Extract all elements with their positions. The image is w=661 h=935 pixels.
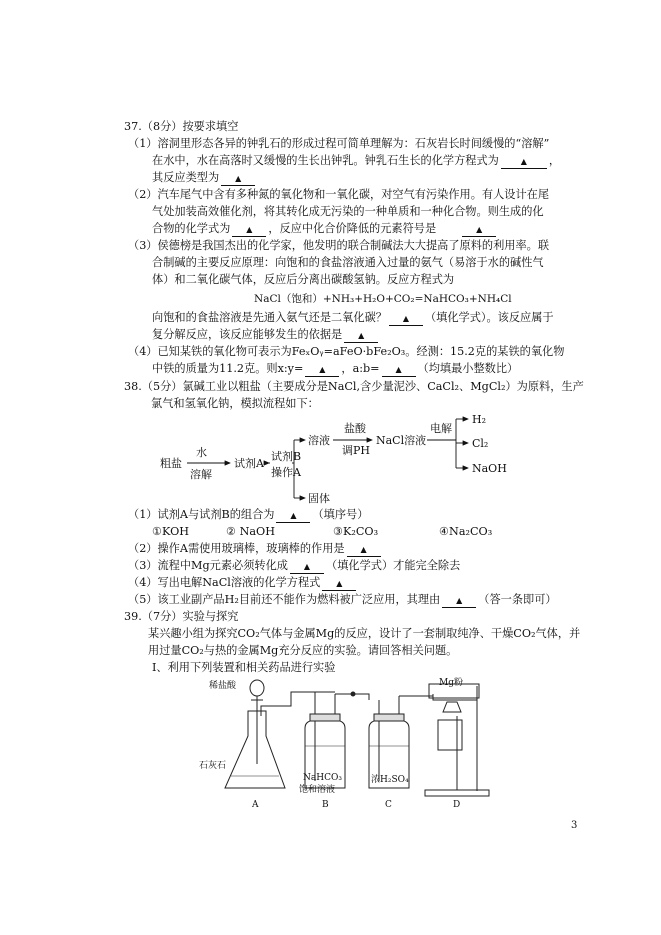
q37-p1-line2: 在水中，水在高落时又缓慢的生长出钟乳。钟乳石生长的化学方程式为 ▲ ，: [152, 154, 561, 167]
q37-p3-line2: 合制碱的主要反应原理：向饱和的食盐溶液通入过量的氨气（易溶于水的碱性气: [152, 256, 544, 269]
label-b: B: [322, 800, 329, 810]
label-saturated-solution: 饱和溶液: [299, 785, 336, 795]
answer-blank[interactable]: ▲: [344, 330, 378, 343]
flow-reagent-b: 试剂B: [271, 450, 302, 463]
q37-p3-line1: （3）侯德榜是我国杰出的化学家，他发明的联合制碱法大大提高了原料的利用率。联: [128, 239, 550, 252]
q37-heading: 37.（8分）按要求填空: [124, 120, 239, 133]
q37-p4-line2: 中铁的质量为11.2克。则x:y= ▲ ，a:b= ▲ （均填最小整数比）: [152, 362, 519, 375]
q37-p4-line1: （4）已知某铁的氧化物可表示为FeₓOᵧ=aFeO·bFe₂O₃。经测：15.2克的某铁的氧化物: [128, 345, 565, 358]
q38-s1: （1）试剂A与试剂B的组合为 ▲ （填序号）: [128, 508, 369, 521]
answer-blank[interactable]: ▲: [221, 173, 255, 186]
flow-reagent-a: 试剂A: [234, 457, 264, 470]
answer-blank[interactable]: ▲: [501, 156, 547, 169]
answer-blank[interactable]: ▲: [347, 544, 381, 557]
q38-s3: （3）流程中Mg元素必须转化成 ▲ （填化学式）才能完全除去: [128, 559, 461, 572]
conical-flask-icon: [225, 711, 285, 788]
q37-p1-line1: （1）溶洞里形态各异的钟乳石的形成过程可简单理解为：石灰岩长时间缓慢的“溶解”: [128, 137, 550, 150]
q38-s2: （2）操作A需使用玻璃棒，玻璃棒的作用是 ▲: [128, 542, 383, 557]
label-d: D: [453, 800, 461, 810]
flow-water: 水: [196, 446, 207, 459]
q38-option-2: ② NaOH: [226, 525, 275, 538]
answer-blank[interactable]: ▲: [276, 510, 310, 523]
answer-blank[interactable]: ▲: [442, 595, 476, 608]
label-dilute-hcl: 稀盐酸: [209, 681, 237, 691]
q38-option-1: ①KOH: [152, 525, 190, 538]
alcohol-lamp-icon: [438, 720, 462, 750]
q38-option-3: ③K₂CO₃: [333, 525, 379, 538]
label-mg-powder: Mg粉: [439, 678, 463, 688]
q39-line1: 某兴趣小组为探究CO₂气体与金属Mg的反应，设计了一套制取纯净、干燥CO₂气体，并: [148, 627, 581, 640]
q38-heading-line2: 氯气和氢氧化钠，模拟流程如下：: [151, 397, 319, 410]
q38-s5: （5）该工业副产品H₂目前还不能作为燃料被广泛应用，其理由 ▲ （答一条即可）: [128, 593, 557, 606]
flow-electrolysis: 电解: [430, 422, 452, 435]
q38-option-4: ④Na₂CO₃: [439, 525, 493, 538]
answer-blank[interactable]: ▲: [305, 364, 339, 377]
q37-p3-line5: 向饱和的食盐溶液是先通入氨气还是二氧化碳？ ▲ （填化学式）。该反应属于: [152, 311, 554, 324]
flow-naoh: NaOH: [472, 462, 507, 475]
q37-p2-line1: （2）汽车尾气中含有多种氮的氧化物和一氧化碳，对空气有污染作用。有人设计在尾: [128, 188, 550, 201]
q37-p3-line6: 复分解反应，该反应能够发生的依据是 ▲: [152, 328, 380, 343]
flow-operation-a: 操作A: [271, 466, 301, 479]
q38-heading: 38.（5分）氯碱工业以粗盐（主要成分是NaCl,含少量泥沙、CaCl₂、MgCl₂）为原料，生产: [124, 380, 584, 393]
q39-heading: 39.（7分）实验与探究: [124, 610, 239, 623]
label-nahco3: NaHCO₃: [303, 773, 342, 783]
label-a: A: [252, 800, 259, 810]
burner-flame-icon: [443, 702, 461, 712]
answer-blank[interactable]: ▲: [322, 578, 356, 591]
flow-solid: 固体: [308, 492, 330, 505]
page-number: 3: [571, 820, 578, 831]
q37-p2-line3: 合物的化学式为 ▲ ，反应中化合价降低的元素符号是 ▲: [152, 222, 498, 237]
answer-blank[interactable]: ▲: [462, 224, 496, 237]
flow-dissolve: 溶解: [190, 468, 212, 481]
label-limestone: 石灰石: [199, 761, 227, 771]
q38-s4: （4）写出电解NaCl溶液的化学方程式 ▲: [128, 576, 358, 591]
flow-solution: 溶液: [308, 434, 330, 447]
q37-p1-line3: 其反应类型为 ▲: [152, 171, 257, 186]
q39-line3: Ⅰ、利用下列装置和相关药品进行实验: [152, 661, 336, 674]
q37-p3-line3: 体）和二氧化碳气体，反应后分离出碳酸氢钠。反应方程式为: [152, 273, 455, 286]
separatory-funnel-icon: [250, 680, 264, 696]
flow-adjust-ph: 调PH: [342, 444, 370, 457]
answer-blank[interactable]: ▲: [389, 313, 423, 326]
q39-line2: 用过量CO₂与热的金属Mg充分反应的实验。请回答相关问题。: [148, 644, 458, 657]
label-c: C: [385, 800, 392, 810]
label-conc-h2so4: 浓H₂SO₄: [371, 775, 409, 785]
flow-h2: H₂: [472, 413, 487, 426]
q37-p3-equation: NaCl（饱和）+NH₃+H₂O+CO₂=NaHCO₃+NH₄Cl: [254, 293, 512, 305]
flow-diagram: [150, 410, 530, 510]
q37-p2-line2: 气处加装高效催化剂，将其转化成无污染的一种单质和一种化合物。则生成的化: [152, 205, 544, 218]
flow-crude-salt: 粗盐: [160, 457, 182, 470]
flow-hcl: 盐酸: [344, 422, 366, 435]
answer-blank[interactable]: ▲: [290, 561, 324, 574]
flow-cl2: Cl₂: [472, 437, 489, 450]
stand-base-icon: [425, 790, 489, 796]
apparatus-diagram: [195, 676, 505, 811]
answer-blank[interactable]: ▲: [382, 364, 416, 377]
flow-nacl-solution: NaCl溶液: [376, 434, 427, 447]
answer-blank[interactable]: ▲: [232, 224, 266, 237]
